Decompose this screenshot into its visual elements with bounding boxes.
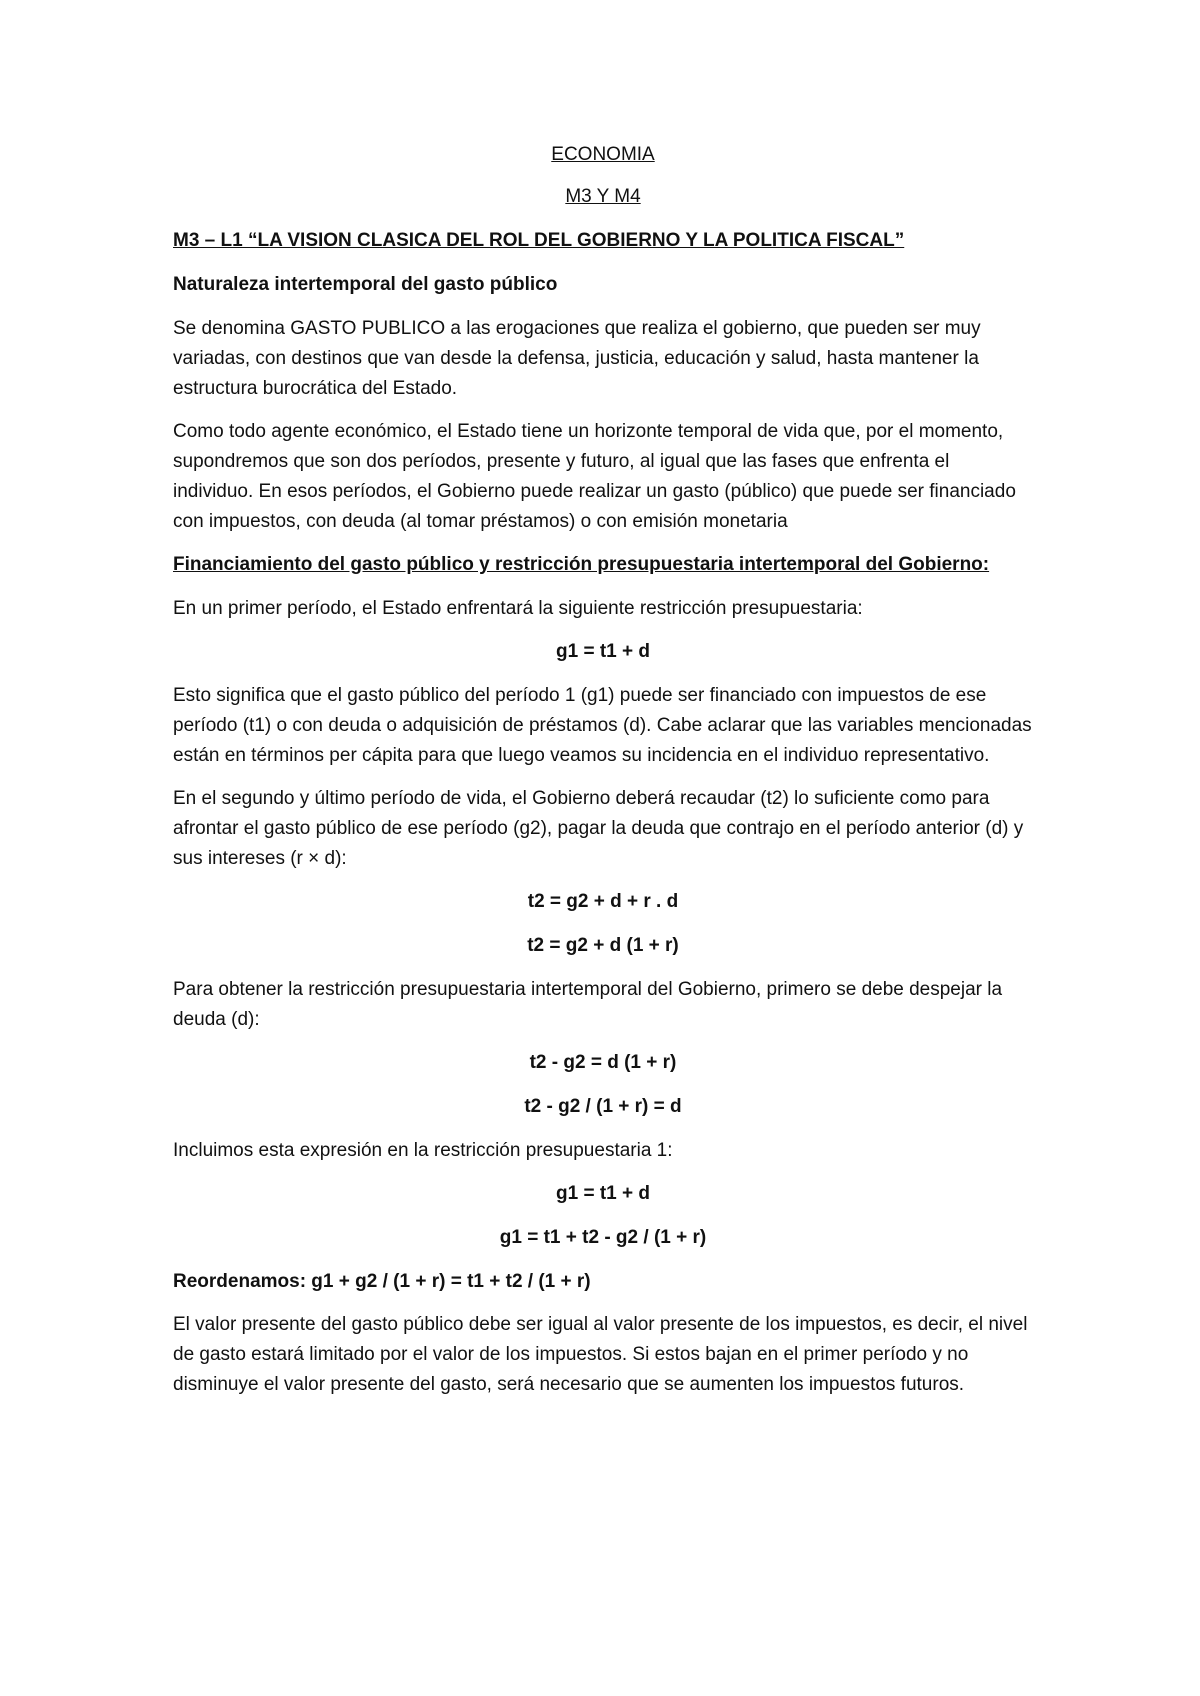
subsection-heading-1: Naturaleza intertemporal del gasto público xyxy=(173,274,558,295)
equation-6: g1 = t1 + d xyxy=(556,1183,650,1204)
paragraph-7: Incluimos esta expresión en la restricción presupuestaria 1: xyxy=(173,1140,673,1161)
equation-4: t2 - g2 = d (1 + r) xyxy=(529,1052,677,1073)
paragraph-2: Como todo agente económico, el Estado tiene un horizonte temporal de vida que, por el momento, supondremos que son dos períodos, presente y futuro, al igual que las fases que enfrenta el individuo. En esos períodos, el Gobierno puede realizar un gasto (público) que puede ser financiado con impuestos, con deuda (al tomar préstamos) o con emisión monetaria xyxy=(173,421,1016,532)
equation-3: t2 = g2 + d (1 + r) xyxy=(527,935,679,956)
paragraph-5: En el segundo y último período de vida, el Gobierno deberá recaudar (t2) lo suficiente como para afrontar el gasto público de ese período (g2), pagar la deuda que contrajo en el período anterior (d) y sus intereses (r × d): xyxy=(173,788,1024,869)
paragraph-1: Se denomina GASTO PUBLICO a las erogaciones que realiza el gobierno, que pueden ser muy variadas, con destinos que van desde la defensa, justicia, educación y salud, hasta mantener la estructura burocrática del Estado. xyxy=(173,318,981,399)
equation-1: g1 = t1 + d xyxy=(556,641,650,662)
document-page xyxy=(173,140,1033,1413)
equation-5: t2 - g2 / (1 + r) = d xyxy=(524,1096,682,1117)
paragraph-6: Para obtener la restricción presupuestaria intertemporal del Gobierno, primero se debe despejar la deuda (d): xyxy=(173,979,1003,1030)
document-title: ECONOMIA xyxy=(551,144,655,165)
paragraph-8: El valor presente del gasto público debe ser igual al valor presente de los impuestos, es decir, el nivel de gasto estará limitado por el valor de los impuestos. Si estos bajan en el primer período y no disminuye el valor presente del gasto, será necesario que se aumenten los impuestos futuros. xyxy=(173,1314,1028,1395)
equation-2: t2 = g2 + d + r . d xyxy=(527,891,679,912)
subsection-heading-2: Financiamiento del gasto público y restricción presupuestaria intertemporal del Gobierno: xyxy=(173,554,990,575)
paragraph-3: En un primer período, el Estado enfrentará la siguiente restricción presupuestaria: xyxy=(173,598,863,619)
section-heading: M3 – L1 “LA VISION CLASICA DEL ROL DEL GOBIERNO Y LA POLITICA FISCAL” xyxy=(173,230,905,251)
reorder-line: Reordenamos: g1 + g2 / (1 + r) = t1 + t2 / (1 + r) xyxy=(173,1271,591,1292)
equation-7: g1 = t1 + t2 - g2 / (1 + r) xyxy=(499,1227,707,1248)
paragraph-4: Esto significa que el gasto público del período 1 (g1) puede ser financiado con impuestos de ese período (t1) o con deuda o adquisición de préstamos (d). Cabe aclarar que las variables mencionadas están en términos per cápita para que luego veamos su incidencia en el individuo representativo. xyxy=(173,685,1032,766)
document-subtitle: M3 Y M4 xyxy=(565,186,641,207)
